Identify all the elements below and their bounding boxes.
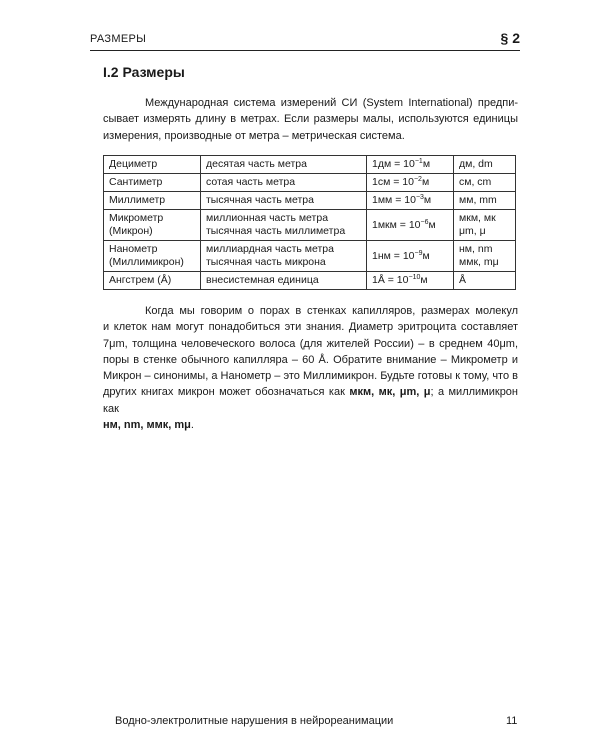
equivalence-exponent: −10 — [408, 274, 421, 281]
equivalence-unit: м — [428, 218, 436, 231]
equivalence-base: 1мм = 10 — [372, 194, 416, 206]
unit-description-cell — [201, 241, 367, 272]
body-text: . — [190, 419, 194, 432]
table-row — [104, 174, 516, 192]
unit-description-cell-line: внесистемная единица — [206, 274, 319, 286]
unit-name-cell-line: Сантиметр — [109, 176, 163, 188]
body-text: и клеток нам могут понадобиться эти знания. Диаметр эритроцита составляет — [103, 321, 518, 334]
equivalence-exponent: −2 — [413, 176, 422, 183]
body-text: других книгах микрон может обозначаться как — [103, 386, 350, 399]
unit-description-cell — [201, 192, 367, 210]
body-line — [103, 384, 518, 417]
body-text: 7μm, толщина человеческого волоса (для жителей России) – в среднем 40μm, — [103, 337, 518, 350]
equivalence-unit: м — [421, 176, 430, 188]
body-line — [103, 417, 518, 433]
equivalence-base: 1мкм = 10 — [372, 218, 421, 231]
equivalence-unit: м — [423, 194, 432, 206]
unit-description-cell-line: миллиардная часть метра — [206, 243, 334, 255]
unit-abbreviation-cell-line: мкм, мк — [459, 212, 496, 224]
unit-description-cell-line: миллионная часть метра — [206, 212, 329, 224]
body-line — [103, 352, 518, 368]
body-line — [103, 336, 518, 352]
body-paragraph — [103, 303, 518, 433]
unit-description-cell-line: десятая часть метра — [206, 158, 307, 170]
equivalence-unit: м — [422, 158, 431, 170]
equivalence-exponent: −1 — [414, 158, 423, 165]
unit-description-cell — [201, 272, 367, 290]
unit-equivalence-cell — [367, 210, 454, 241]
unit-abbreviation-cell — [454, 174, 516, 192]
page-number: 11 — [506, 715, 518, 727]
unit-abbreviation-cell — [454, 156, 516, 174]
unit-abbreviation-cell-line: Å — [459, 274, 467, 286]
equivalence-exponent: −6 — [420, 218, 429, 226]
unit-name-cell-line: Миллиметр — [109, 194, 166, 206]
intro-line: измерения, производные от метра – метрическая система. — [103, 129, 405, 142]
unit-name-cell-line: (Микрон) — [109, 225, 153, 237]
body-line — [103, 368, 518, 384]
equivalence-exponent: −9 — [414, 249, 423, 257]
equivalence-base: 1дм = 10 — [372, 158, 415, 170]
section-title: I.2 Размеры — [103, 64, 185, 80]
unit-description-cell — [201, 210, 367, 241]
equivalence-base: 1Å = 10 — [372, 274, 409, 286]
unit-name-cell-line: Нанометр — [109, 243, 158, 255]
body-text: Микрон – синонимы, а Нанометр – это Миллимикрон. Будьте готовы к тому, что в — [103, 370, 518, 383]
unit-name-cell — [104, 241, 201, 272]
unit-name-cell-line: Дециметр — [109, 158, 158, 170]
running-title: РАЗМЕРЫ — [90, 33, 147, 45]
equivalence-unit: м — [422, 249, 430, 262]
unit-name-cell — [104, 272, 201, 290]
unit-abbreviation-cell — [454, 192, 516, 210]
emphasized-notation: нм, nm, ммк, mμ — [103, 419, 191, 432]
intro-paragraph — [103, 95, 518, 144]
unit-description-cell-line: сотая часть метра — [206, 176, 296, 188]
unit-name-cell — [104, 156, 201, 174]
unit-description-cell — [201, 156, 367, 174]
unit-description-cell-line: тысячная часть метра — [206, 194, 314, 206]
unit-name-cell — [104, 174, 201, 192]
equivalence-unit: м — [420, 274, 428, 286]
body-line — [103, 319, 518, 335]
body-text: Когда мы говорим о порах в стенках капилляров, размерах молекул — [145, 305, 518, 317]
unit-abbreviation-cell-line: см, cm — [459, 176, 492, 188]
unit-equivalence-cell — [367, 174, 454, 192]
unit-description-cell — [201, 174, 367, 192]
body-line — [103, 303, 518, 319]
unit-abbreviation-cell-line: μm, μ — [459, 225, 486, 237]
unit-name-cell-line: (Миллимикрон) — [109, 256, 184, 268]
unit-description-cell-line: тысячная часть микрона — [206, 256, 326, 268]
equivalence-base: 1см = 10 — [372, 176, 414, 188]
running-header — [90, 30, 520, 51]
units-table — [103, 155, 516, 290]
unit-abbreviation-cell — [454, 241, 516, 272]
unit-abbreviation-cell-line: ммк, mμ — [459, 256, 499, 268]
unit-equivalence-cell — [367, 241, 454, 272]
table-row — [104, 192, 516, 210]
unit-description-cell-line: тысячная часть миллиметра — [206, 225, 346, 237]
intro-line: сывает измерять длину в метрах. Если размеры малы, используются единицы — [103, 113, 518, 126]
unit-equivalence-cell — [367, 156, 454, 174]
unit-abbreviation-cell-line: мм, mm — [459, 194, 497, 206]
table-row — [104, 272, 516, 290]
table-row — [104, 241, 516, 272]
footer-book-title: Водно-электролитные нарушения в нейрореанимации — [115, 715, 394, 727]
equivalence-base: 1нм = 10 — [372, 249, 415, 262]
unit-name-cell-line: Ангстрем (Å) — [109, 274, 172, 286]
unit-abbreviation-cell-line: нм, nm — [459, 243, 493, 255]
unit-equivalence-cell — [367, 272, 454, 290]
unit-abbreviation-cell — [454, 210, 516, 241]
table-row — [104, 210, 516, 241]
emphasized-notation: мкм, мк, μm, μ — [349, 386, 431, 399]
body-text: ; а миллимикрон как — [103, 386, 519, 415]
unit-name-cell — [104, 210, 201, 241]
table-row — [104, 156, 516, 174]
unit-name-cell-line: Микрометр — [109, 212, 164, 224]
intro-line: Международная система измерений СИ (System International) предпи- — [145, 97, 518, 109]
equivalence-exponent: −3 — [415, 194, 424, 201]
unit-name-cell — [104, 192, 201, 210]
section-mark: § 2 — [500, 30, 520, 46]
unit-abbreviation-cell-line: дм, dm — [459, 158, 493, 170]
unit-abbreviation-cell — [454, 272, 516, 290]
unit-equivalence-cell — [367, 192, 454, 210]
body-text: поры в стенке обычного капилляра – 60 Å. Обратите внимание – Микрометр и — [103, 353, 518, 366]
